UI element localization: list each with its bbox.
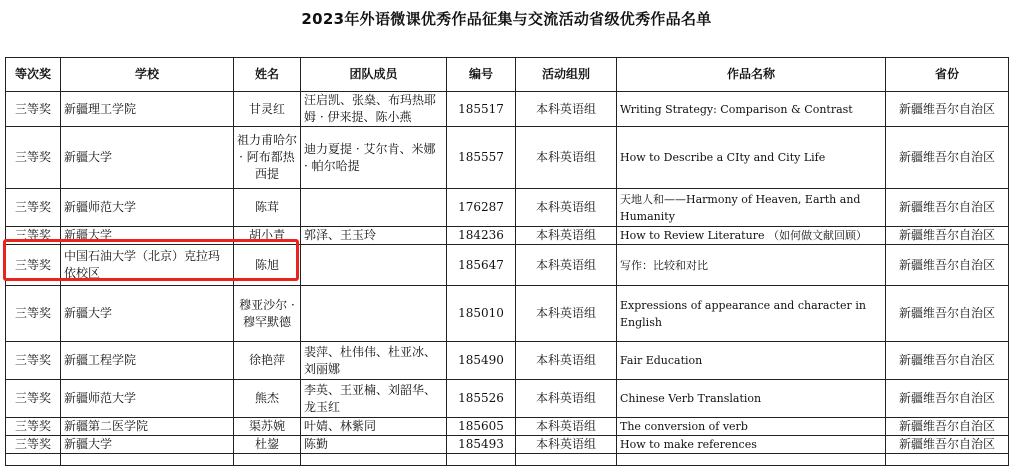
cell-award: 三等奖: [6, 227, 61, 245]
cell-school: 新疆师范大学: [61, 380, 234, 418]
cell-team: 汪启凯、张燊、布玛热耶姆 · 伊来提、陈小燕: [301, 92, 447, 127]
cell-group: 本科英语组: [516, 92, 617, 127]
cell-id: 185517: [447, 92, 516, 127]
cell-id: 185647: [447, 245, 516, 286]
header-province: 省份: [886, 58, 1009, 92]
cell-team: 陈勤: [301, 436, 447, 454]
cell-work: How to Describe a CIty and City Life: [617, 127, 886, 189]
cell-province: 新疆维吾尔自治区: [886, 127, 1009, 189]
cell-work: Writing Strategy: Comparison & Contrast: [617, 92, 886, 127]
cell-province: 新疆维吾尔自治区: [886, 189, 1009, 227]
table-row: [6, 436, 1009, 454]
cell-id: 185605: [447, 418, 516, 436]
cell-award: 三等奖: [6, 436, 61, 454]
cell-team: [301, 454, 447, 466]
cell-id: 185557: [447, 127, 516, 189]
cell-team: 迪力夏提 · 艾尔肯、米娜 · 帕尔哈提: [301, 127, 447, 189]
cell-province: 新疆维吾尔自治区: [886, 380, 1009, 418]
table-row: [6, 342, 1009, 380]
cell-province: 新疆维吾尔自治区: [886, 92, 1009, 127]
cell-work: The conversion of verb: [617, 418, 886, 436]
cell-work: 写作：比较和对比: [617, 245, 886, 286]
cell-award: 三等奖: [6, 245, 61, 286]
cell-work: How to Review Literature （如何做文献回顾）: [617, 227, 886, 245]
cell-id: 185526: [447, 380, 516, 418]
header-id: 编号: [447, 58, 516, 92]
header-row: [6, 58, 1009, 92]
cell-name: 徐艳萍: [234, 342, 301, 380]
cell-school: 新疆理工学院: [61, 92, 234, 127]
table-row: [6, 286, 1009, 342]
cell-school: 新疆第二医学院: [61, 418, 234, 436]
cell-province: [886, 454, 1009, 466]
cell-award: 三等奖: [6, 418, 61, 436]
header-award: 等次奖: [6, 58, 61, 92]
table-row: [6, 127, 1009, 189]
cell-school: 新疆大学: [61, 227, 234, 245]
header-name: 姓名: [234, 58, 301, 92]
cell-name: 穆亚沙尔 · 穆罕默德: [234, 286, 301, 342]
header-school: 学校: [61, 58, 234, 92]
cell-group: 本科英语组: [516, 189, 617, 227]
cell-award: 三等奖: [6, 92, 61, 127]
cell-group: 本科英语组: [516, 227, 617, 245]
cell-group: [516, 454, 617, 466]
cell-work: Chinese Verb Translation: [617, 380, 886, 418]
cell-group: 本科英语组: [516, 342, 617, 380]
cell-team: 裴萍、杜伟伟、杜亚冰、刘丽娜: [301, 342, 447, 380]
cell-school: 新疆大学: [61, 436, 234, 454]
table-row: [6, 92, 1009, 127]
cell-award: 三等奖: [6, 189, 61, 227]
cell-province: 新疆维吾尔自治区: [886, 418, 1009, 436]
cell-team: [301, 189, 447, 227]
cell-id: [447, 454, 516, 466]
cell-name: [234, 454, 301, 466]
cell-school: [61, 454, 234, 466]
cell-group: 本科英语组: [516, 380, 617, 418]
cell-province: 新疆维吾尔自治区: [886, 227, 1009, 245]
cell-group: 本科英语组: [516, 286, 617, 342]
award-table: [5, 57, 1009, 466]
cell-group: 本科英语组: [516, 436, 617, 454]
table-row: [6, 454, 1009, 466]
cell-school: 新疆工程学院: [61, 342, 234, 380]
cell-award: [6, 454, 61, 466]
cell-id: 185493: [447, 436, 516, 454]
cell-name: 陈茸: [234, 189, 301, 227]
cell-province: 新疆维吾尔自治区: [886, 342, 1009, 380]
cell-name: 杜鋆: [234, 436, 301, 454]
page-title: 2023年外语微课优秀作品征集与交流活动省级优秀作品名单: [301, 10, 712, 28]
cell-work: [617, 454, 886, 466]
cell-name: 渠苏婉: [234, 418, 301, 436]
cell-id: 185010: [447, 286, 516, 342]
table-row: [6, 189, 1009, 227]
cell-id: 176287: [447, 189, 516, 227]
cell-province: 新疆维吾尔自治区: [886, 245, 1009, 286]
table-row: [6, 245, 1009, 286]
cell-name: 熊杰: [234, 380, 301, 418]
cell-team: 叶婧、林紫同: [301, 418, 447, 436]
cell-group: 本科英语组: [516, 418, 617, 436]
cell-name: 祖力甫哈尔 · 阿布都热西提: [234, 127, 301, 189]
cell-group: 本科英语组: [516, 127, 617, 189]
cell-id: 184236: [447, 227, 516, 245]
cell-id: 185490: [447, 342, 516, 380]
table-row: [6, 227, 1009, 245]
cell-school: 新疆大学: [61, 127, 234, 189]
cell-school: 新疆大学: [61, 286, 234, 342]
cell-work: Expressions of appearance and character in English: [617, 286, 886, 342]
cell-team: [301, 245, 447, 286]
cell-team: 李英、王亚楠、刘韶华、龙玉红: [301, 380, 447, 418]
cell-school: 中国石油大学（北京）克拉玛依校区: [61, 245, 234, 286]
cell-school: 新疆师范大学: [61, 189, 234, 227]
cell-team: 郭泽、王玉玲: [301, 227, 447, 245]
header-group: 活动组别: [516, 58, 617, 92]
cell-award: 三等奖: [6, 286, 61, 342]
cell-name: 胡小青: [234, 227, 301, 245]
header-work: 作品名称: [617, 58, 886, 92]
cell-award: 三等奖: [6, 342, 61, 380]
cell-group: 本科英语组: [516, 245, 617, 286]
cell-award: 三等奖: [6, 127, 61, 189]
cell-award: 三等奖: [6, 380, 61, 418]
cell-name: 甘灵红: [234, 92, 301, 127]
cell-work: Fair Education: [617, 342, 886, 380]
header-team: 团队成员: [301, 58, 447, 92]
table-row: [6, 380, 1009, 418]
cell-work: 天地人和——Harmony of Heaven, Earth and Humanity: [617, 189, 886, 227]
cell-work: How to make references: [617, 436, 886, 454]
cell-province: 新疆维吾尔自治区: [886, 436, 1009, 454]
cell-team: [301, 286, 447, 342]
table-row: [6, 418, 1009, 436]
cell-name: 陈旭: [234, 245, 301, 286]
cell-province: 新疆维吾尔自治区: [886, 286, 1009, 342]
